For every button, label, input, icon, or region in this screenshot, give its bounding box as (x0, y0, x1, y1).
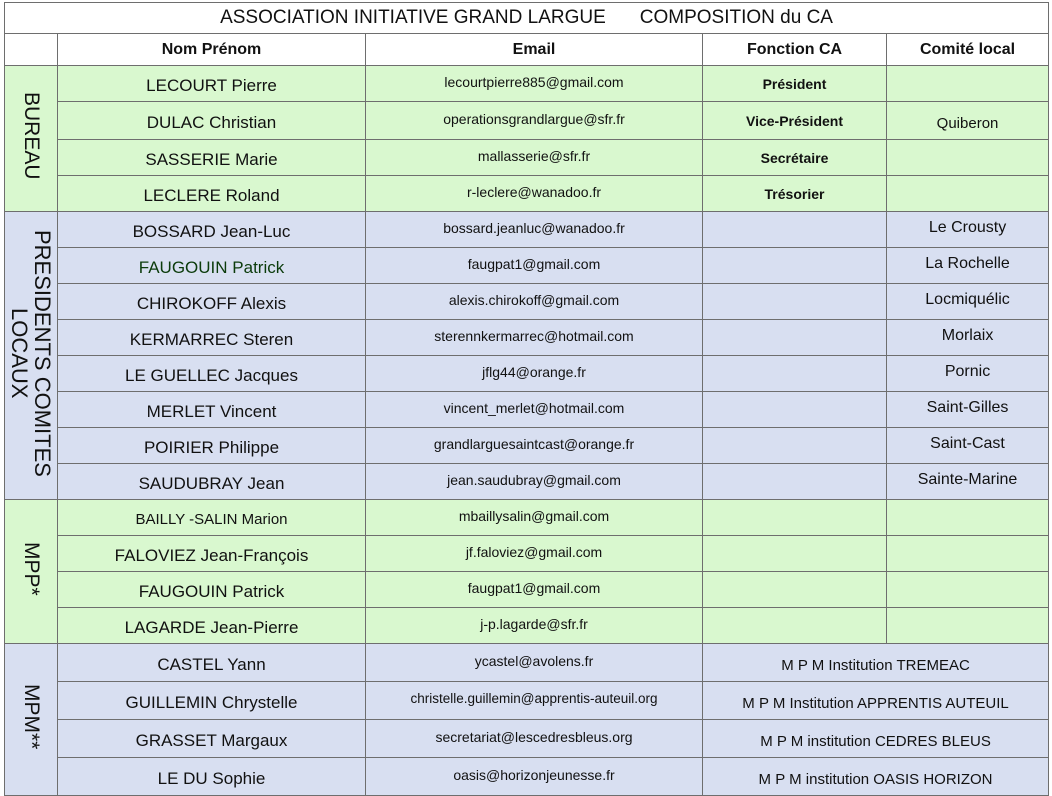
member-institution: M P M institution CEDRES BLEUS (703, 720, 1049, 758)
member-fonction (703, 572, 887, 608)
member-fonction: Secrétaire (703, 140, 887, 176)
header-fonction: Fonction CA (703, 34, 887, 66)
group-label-mpm: MPM** (5, 644, 58, 796)
member-name: BAILLY -SALIN Marion (58, 500, 366, 536)
member-fonction (703, 464, 887, 500)
member-email[interactable]: jean.saudubray@gmail.com (366, 464, 703, 500)
member-fonction (703, 320, 887, 356)
member-name: LE GUELLEC Jacques (58, 356, 366, 392)
member-fonction (703, 248, 887, 284)
table-row (5, 176, 1049, 212)
member-institution: M P M institution OASIS HORIZON (703, 758, 1049, 796)
header-name: Nom Prénom (58, 34, 366, 66)
member-name: FAUGOUIN Patrick (58, 572, 366, 608)
member-email[interactable]: lecourtpierre885@gmail.com (366, 66, 703, 102)
title-row (5, 3, 1049, 34)
member-email[interactable]: jflg44@orange.fr (366, 356, 703, 392)
table-row (5, 500, 1049, 536)
table-row (5, 392, 1049, 428)
member-comite: Saint-Cast (887, 428, 1049, 464)
member-comite: La Rochelle (887, 248, 1049, 284)
table-row (5, 66, 1049, 102)
member-email[interactable]: sterennkermarrec@hotmail.com (366, 320, 703, 356)
member-comite: Locmiquélic (887, 284, 1049, 320)
table-row (5, 644, 1049, 682)
member-fonction (703, 212, 887, 248)
member-name: LECOURT Pierre (58, 66, 366, 102)
member-name: SAUDUBRAY Jean (58, 464, 366, 500)
member-fonction (703, 428, 887, 464)
member-email[interactable]: vincent_merlet@hotmail.com (366, 392, 703, 428)
title-composition: COMPOSITION du CA (639, 7, 833, 28)
member-email[interactable]: r-leclere@wanadoo.fr (366, 176, 703, 212)
header-row (5, 34, 1049, 66)
table-row (5, 608, 1049, 644)
table-row (5, 320, 1049, 356)
table-row (5, 212, 1049, 248)
member-name: FALOVIEZ Jean-François (58, 536, 366, 572)
member-name: KERMARREC Steren (58, 320, 366, 356)
table-row (5, 140, 1049, 176)
member-email[interactable]: mbaillysalin@gmail.com (366, 500, 703, 536)
member-institution: M P M Institution APPRENTIS AUTEUIL (703, 682, 1049, 720)
member-email[interactable]: alexis.chirokoff@gmail.com (366, 284, 703, 320)
member-name: LAGARDE Jean-Pierre (58, 608, 366, 644)
member-fonction (703, 284, 887, 320)
table-row (5, 284, 1049, 320)
composition-sheet (4, 2, 1048, 788)
member-name: BOSSARD Jean-Luc (58, 212, 366, 248)
member-comite (887, 572, 1049, 608)
member-name: CHIROKOFF Alexis (58, 284, 366, 320)
member-name: CASTEL Yann (58, 644, 366, 682)
member-email[interactable]: faugpat1@gmail.com (366, 572, 703, 608)
sheet-title (5, 3, 1049, 34)
member-email[interactable]: faugpat1@gmail.com (366, 248, 703, 284)
member-email[interactable]: mallasserie@sfr.fr (366, 140, 703, 176)
table-row (5, 356, 1049, 392)
member-name: SASSERIE Marie (58, 140, 366, 176)
member-fonction (703, 392, 887, 428)
member-email[interactable]: jf.faloviez@gmail.com (366, 536, 703, 572)
member-comite (887, 500, 1049, 536)
member-name: LECLERE Roland (58, 176, 366, 212)
member-fonction (703, 500, 887, 536)
table-row (5, 102, 1049, 140)
member-comite: Morlaix (887, 320, 1049, 356)
member-comite: Quiberon (887, 102, 1049, 140)
table-row (5, 758, 1049, 796)
member-comite: Saint-Gilles (887, 392, 1049, 428)
table-row (5, 428, 1049, 464)
member-name: GUILLEMIN Chrystelle (58, 682, 366, 720)
member-comite (887, 608, 1049, 644)
table-row (5, 720, 1049, 758)
member-email[interactable]: j-p.lagarde@sfr.fr (366, 608, 703, 644)
member-email[interactable]: bossard.jeanluc@wanadoo.fr (366, 212, 703, 248)
group-label-mpp: MPP* (5, 500, 58, 644)
member-email[interactable]: oasis@horizonjeunesse.fr (366, 758, 703, 796)
table-row (5, 464, 1049, 500)
member-fonction: Trésorier (703, 176, 887, 212)
table-row (5, 248, 1049, 284)
member-institution: M P M Institution TREMEAC (703, 644, 1049, 682)
header-group (5, 34, 58, 66)
member-fonction (703, 356, 887, 392)
member-email[interactable]: ycastel@avolens.fr (366, 644, 703, 682)
group-label-presidents: PRESIDENTS COMITES LOCAUX (5, 212, 58, 500)
member-email[interactable]: operationsgrandlargue@sfr.fr (366, 102, 703, 140)
member-comite: Le Crousty (887, 212, 1049, 248)
title-association: ASSOCIATION INITIATIVE GRAND LARGUE (220, 7, 606, 28)
member-name: MERLET Vincent (58, 392, 366, 428)
member-email[interactable]: secretariat@lescedresbleus.org (366, 720, 703, 758)
member-comite (887, 66, 1049, 102)
table-row (5, 682, 1049, 720)
member-fonction (703, 608, 887, 644)
member-comite (887, 536, 1049, 572)
table-row (5, 572, 1049, 608)
composition-table (4, 2, 1049, 796)
member-fonction: Président (703, 66, 887, 102)
member-name: FAUGOUIN Patrick (58, 248, 366, 284)
member-fonction (703, 536, 887, 572)
member-comite: Pornic (887, 356, 1049, 392)
table-row (5, 536, 1049, 572)
header-email: Email (366, 34, 703, 66)
member-email[interactable]: christelle.guillemin@apprentis-auteuil.org (366, 682, 703, 720)
member-comite (887, 176, 1049, 212)
group-label-bureau: BUREAU (5, 66, 58, 212)
member-fonction: Vice-Président (703, 102, 887, 140)
member-name: LE DU Sophie (58, 758, 366, 796)
member-name: DULAC Christian (58, 102, 366, 140)
member-comite: Sainte-Marine (887, 464, 1049, 500)
member-email[interactable]: grandlarguesaintcast@orange.fr (366, 428, 703, 464)
member-name: POIRIER Philippe (58, 428, 366, 464)
header-comite: Comité local (887, 34, 1049, 66)
member-name: GRASSET Margaux (58, 720, 366, 758)
member-comite (887, 140, 1049, 176)
